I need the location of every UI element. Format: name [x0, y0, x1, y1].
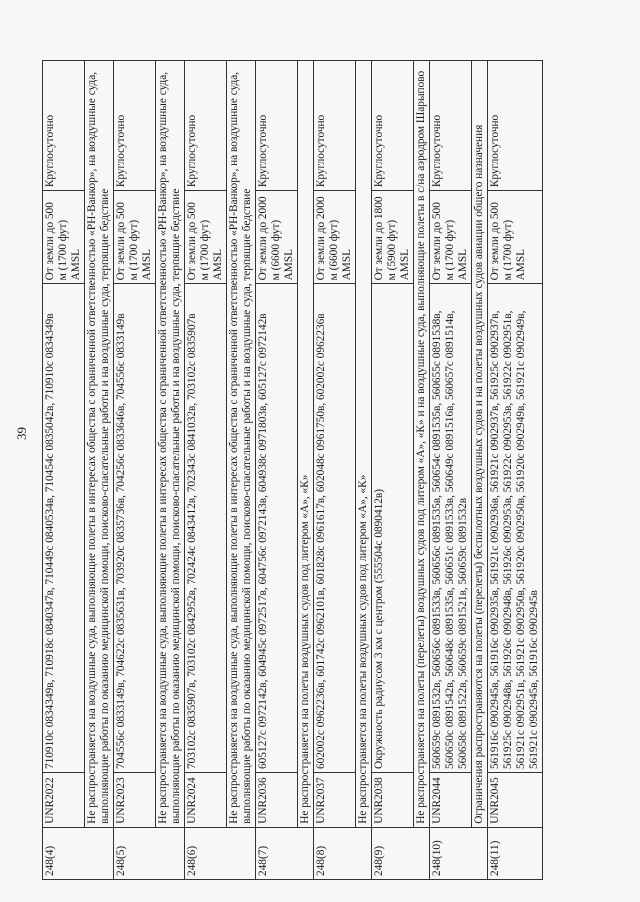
- time-cell: Круглосуточно: [114, 61, 156, 191]
- coordinates-cell: 704556с 0833149в, 704622с 0835631в, 703920с 0835736в, 704256с 0833646в, 704556с 0833149в: [114, 284, 156, 773]
- zone-number-cell: 248(8): [314, 827, 372, 879]
- zone-code-cell: UNR2022: [43, 773, 85, 828]
- table-row: [430, 61, 472, 880]
- coordinates-cell: 561916с 0902945в, 561916с 0902935в, 561921с 0902936в, 561921с 0902937в, 561925с 0902937в, 561925с 0902948в, 561926с 0902948в, 561926с 0902953в, 561922с 0902953в, 561922с 0902951в, 561921с 0902951в, 561921с 0902950в, 561920с 0902950в, 561920с 0902949в, 561921с 0902949в, 561921с 0902945в, 561916с 0902945в: [488, 284, 543, 773]
- zone-code-cell: UNR2045: [488, 773, 543, 828]
- page-number: 39: [14, 427, 29, 440]
- altitude-cell: От земли до 1800 м (5900 фут) AMSL: [372, 191, 414, 284]
- table-row: [185, 61, 227, 880]
- altitude-cell: От земли до 2000 м (6600 фут) AMSL: [314, 191, 356, 284]
- table-note-row: [227, 61, 256, 880]
- table-row: [488, 61, 543, 880]
- zone-number-cell: 248(6): [185, 827, 256, 879]
- time-cell: Круглосуточно: [314, 61, 356, 191]
- table-note-row: [85, 61, 114, 880]
- zone-code-cell: UNR2044: [430, 773, 472, 828]
- table-note-row: [298, 61, 314, 880]
- note-cell: Не распространяется на полеты (перелеты) воздушных судов под литером «А», «К» и на воздушные суда, выполняющие полеты в с/на аэродром Шарыпово: [414, 61, 430, 828]
- table-row: [256, 61, 298, 880]
- coordinates-cell: 710910с 0834349в, 710918с 0840347в, 710449с 0840534в, 710454с 0835042в, 710910с 0834349в: [43, 284, 85, 773]
- zone-code-cell: UNR2023: [114, 773, 156, 828]
- zone-number-cell: 248(9): [372, 827, 430, 879]
- table-note-row: [356, 61, 372, 880]
- time-cell: Круглосуточно: [430, 61, 472, 191]
- coordinates-cell: 602002с 0962236в, 601742с 0962101в, 601828с 0961617в, 602048с 0961750в, 602002с 0962236в: [314, 284, 356, 773]
- note-cell: Не распространяется на полеты воздушных судов под литером «А», «К»: [356, 61, 372, 828]
- zone-code-cell: UNR2024: [185, 773, 227, 828]
- time-cell: Круглосуточно: [488, 61, 543, 191]
- table-note-row: [414, 61, 430, 880]
- zone-number-cell: 248(11): [488, 827, 543, 879]
- altitude-cell: От земли до 500 м (1700 фут) AMSL: [43, 191, 85, 284]
- table-row: [114, 61, 156, 880]
- altitude-cell: От земли до 500 м (1700 фут) AMSL: [488, 191, 543, 284]
- time-cell: Круглосуточно: [372, 61, 414, 191]
- table-note-row: [156, 61, 185, 880]
- zone-code-cell: UNR2036: [256, 773, 298, 828]
- zone-number-cell: 248(4): [43, 827, 114, 879]
- coordinates-cell: 703102с 0835907в, 703102с 0842952в, 702424с 0843412в, 702343с 0841032в, 703102с 0835907в: [185, 284, 227, 773]
- time-cell: Круглосуточно: [185, 61, 227, 191]
- zone-number-cell: 248(5): [114, 827, 185, 879]
- note-cell: Не распространяется на воздушные суда, выполняющие полеты в интересах общества с ограниченной ответственностью «РН-Ванкор», на воздушные суда, выполняющие работы по оказанию медицинской помощи, поисково-спасательные работы и на воздушные суда, терпящие бедствие: [227, 61, 256, 828]
- restricted-zones-table: [42, 60, 543, 880]
- note-cell: Ограничения распространяются на полеты (перелеты) беспилотных воздушных судов и на полеты воздушных судов авиации общего назначения: [472, 61, 488, 828]
- table-row: [43, 61, 85, 880]
- zone-number-cell: 248(7): [256, 827, 314, 879]
- coordinates-cell: 605127с 0972142в, 604945с 0972517в, 604756с 0972143в, 604938с 0971803в, 605127с 0972142в: [256, 284, 298, 773]
- table-note-row: [472, 61, 488, 880]
- zone-code-cell: UNR2037: [314, 773, 356, 828]
- table-row: [372, 61, 414, 880]
- note-cell: Не распространяется на воздушные суда, выполняющие полеты в интересах общества с ограниченной ответственностью «РН-Ванкор», на воздушные суда, выполняющие работы по оказанию медицинской помощи, поисково-спасательные работы и на воздушные суда, терпящие бедствие: [85, 61, 114, 828]
- altitude-cell: От земли до 2000 м (6600 фут) AMSL: [256, 191, 298, 284]
- rotated-table-container: [42, 60, 602, 880]
- coordinates-cell: Окружность радиусом 3 км с центром (555504с 0890412в): [372, 284, 414, 773]
- note-cell: Не распространяется на воздушные суда, выполняющие полеты в интересах общества с ограниченной ответственностью «РН-Ванкор», на воздушные суда, выполняющие работы по оказанию медицинской помощи, поисково-спасательные работы и на воздушные суда, терпящие бедствие: [156, 61, 185, 828]
- zone-number-cell: 248(10): [430, 827, 488, 879]
- altitude-cell: От земли до 500 м (1700 фут) AMSL: [430, 191, 472, 284]
- zone-code-cell: UNR2038: [372, 773, 414, 828]
- table-row: [314, 61, 356, 880]
- coordinates-cell: 560659с 0891532в, 560656с 0891533в, 560656с 0891535в, 560654с 0891535в, 560655с 0891538в, 560650с 0891542в, 560648с 0891535в, 560651с 0891533в, 560649с 0891516в, 560657с 0891514в, 560658с 0891522в, 560659с 0891521в, 560659с 0891532в: [430, 284, 472, 773]
- time-cell: Круглосуточно: [43, 61, 85, 191]
- altitude-cell: От земли до 500 м (1700 фут) AMSL: [114, 191, 156, 284]
- time-cell: Круглосуточно: [256, 61, 298, 191]
- altitude-cell: От земли до 500 м (1700 фут) AMSL: [185, 191, 227, 284]
- note-cell: Не распространяется на полеты воздушных судов под литером «А», «К»: [298, 61, 314, 828]
